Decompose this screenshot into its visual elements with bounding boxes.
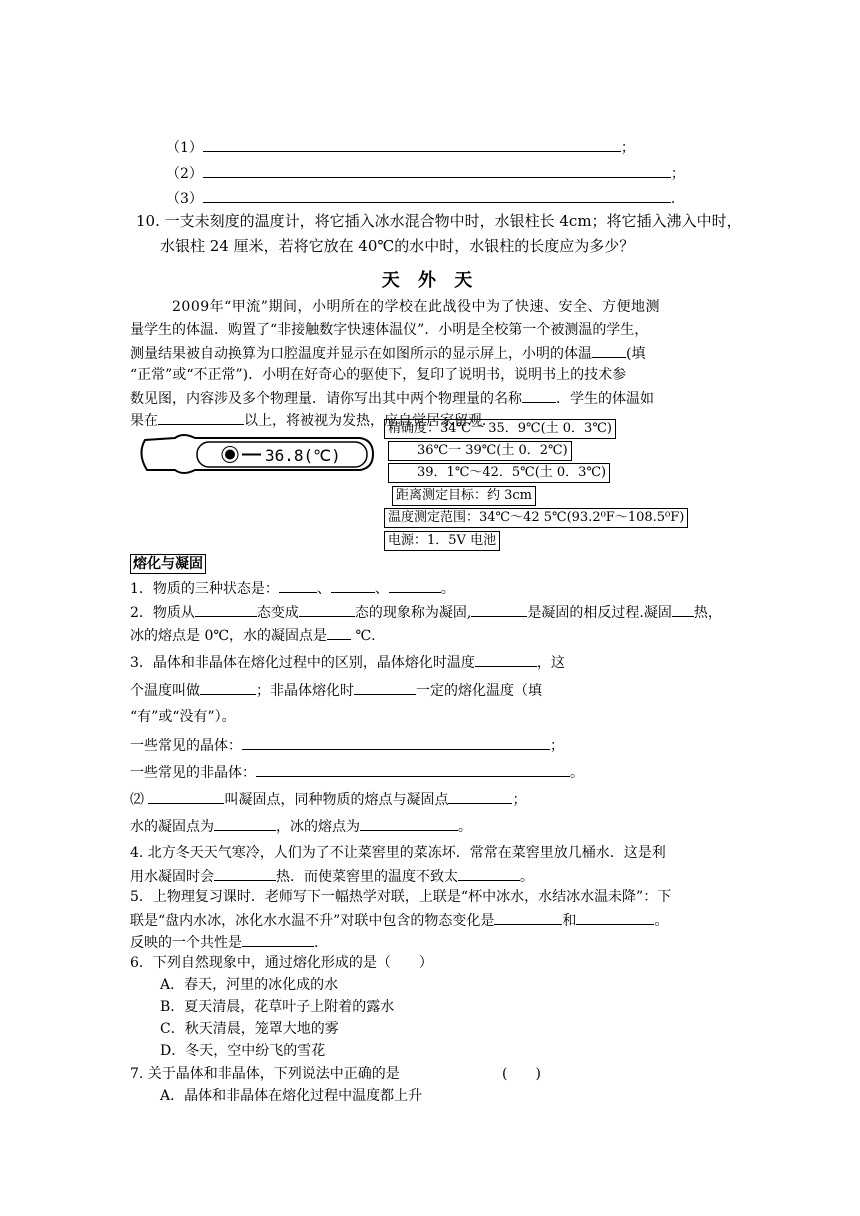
option-d: D．冬天，空中纷飞的雪花 xyxy=(160,1043,326,1059)
spec-box: 36℃一 39℃(土 0．2℃) xyxy=(388,441,572,461)
question-1: 1．物质的三种状态是： 、 、 。 xyxy=(130,577,455,599)
blank xyxy=(203,136,621,152)
question-6: 6．下列自然现象中，通过熔化形成的是（ ） xyxy=(130,955,433,971)
section-heading: 熔化与凝固 xyxy=(130,554,206,574)
question-5: 5．上物理复习课时．老师写下一幅热学对联，上联是“杯中冰水，水结冰水温未降”：下 xyxy=(130,889,672,905)
question-5-line2: 联是“盘内水冰，冰化水水温不升”对联中包含的物态变化是 和 。 xyxy=(130,909,668,931)
spec-box: 距离测定目标：约 3cm xyxy=(392,486,536,506)
question-3-line3: “有”或“没有”）。 xyxy=(130,709,236,725)
question-10-line1: 10. 一支未刻度的温度计，将它插入冰水混合物中时，水银柱长 4cm；将它插入沸入中时， xyxy=(136,212,742,230)
question-4-line2: 用水凝固时会 热．而使菜窖里的温度不致太 。 xyxy=(130,865,534,887)
thermometer-illustration xyxy=(135,430,375,480)
story-line: 2009年“甲流”期间，小明所在的学校在此战役中为了快速、安全、方便地测 xyxy=(172,299,660,315)
question-7-paren: ( ) xyxy=(502,1066,541,1082)
story-line: 数见图，内容涉及多个物理量．请你写出其中两个物理量的名称 ．学生的体温如 xyxy=(130,387,654,409)
answer-line-2: （2） ； xyxy=(166,162,685,184)
non-crystal-examples: 一些常见的非晶体： 。 xyxy=(130,761,584,783)
story-line: 测量结果被自动换算为口腔温度并显示在如图所示的显示屏上，小明的体温 (填 xyxy=(130,342,645,364)
option-a: A．春天，河里的冰化成的水 xyxy=(160,977,339,993)
blank xyxy=(203,187,671,203)
question-10-line2: 水银柱 24 厘米，若将它放在 40℃的水中时，水银柱的长度应为多少？ xyxy=(160,237,635,255)
answer-line-1: （1） ； xyxy=(166,136,635,158)
question-2-line2: 冰的熔点是 0℃，水的凝固点是 ℃. xyxy=(130,624,376,646)
spec-box: 精确度：34℃一 35．9℃(土 0．3℃) xyxy=(384,419,616,439)
section-title: 天 外 天 xyxy=(381,270,479,291)
story-line: 量学生的体温．购置了“非接触数字快速体温仪”．小明是全校第一个被测温的学生， xyxy=(130,322,649,338)
freezing-point-line: ⑵ 叫凝固点，同种物质的熔点与凝固点 ； xyxy=(130,788,526,810)
question-7: 7. 关于晶体和非晶体，下列说法中正确的是 xyxy=(130,1066,400,1082)
freezing-values-line: 水的凝固点为 ，冰的熔点为 。 xyxy=(130,815,472,837)
spec-box: 39．1℃～42．5℃(土 0．3℃) xyxy=(388,463,610,483)
question-3: 3．晶体和非晶体在熔化过程中的区别，晶体熔化时温度 ，这 xyxy=(130,651,565,673)
option-b: B．夏天清晨，花草叶子上附着的露水 xyxy=(160,999,395,1015)
crystal-examples: 一些常见的晶体： ； xyxy=(130,734,564,756)
spec-box: 电源：1．5V 电池 xyxy=(384,531,500,551)
blank xyxy=(203,162,671,178)
spec-box: 温度测定范围：34℃～42 5℃(93.2⁰F～108.5⁰F) xyxy=(384,508,688,528)
story-line: 果在 以上，将被视为发热，应自觉居家留观． xyxy=(130,409,496,431)
option-c: C．秋天清晨，笼罩大地的雾 xyxy=(160,1021,339,1037)
question-2: 2．物质从 态变成 态的现象称为凝固, 是凝固的相反过程.凝固 热， xyxy=(130,601,722,623)
question-4: 4. 北方冬天天气寒冷，人们为了不让菜窖里的菜冻坏．常常在菜窖里放几桶水．这是利 xyxy=(130,845,666,861)
question-5-line3: 反映的一个共性是 . xyxy=(130,931,318,953)
answer-line-3: （3） . xyxy=(166,187,675,209)
question-3-line2: 个温度叫做 ；非晶体熔化时 一定的熔化温度（填 xyxy=(130,679,542,701)
story-line: “正常”或“不正常”)．小明在好奇心的驱使下，复印了说明书，说明书上的技术参 xyxy=(130,367,627,383)
option-a: A．晶体和非晶体在熔化过程中温度都上升 xyxy=(160,1088,423,1104)
thermometer-reading: 36.8(℃) xyxy=(265,446,341,465)
